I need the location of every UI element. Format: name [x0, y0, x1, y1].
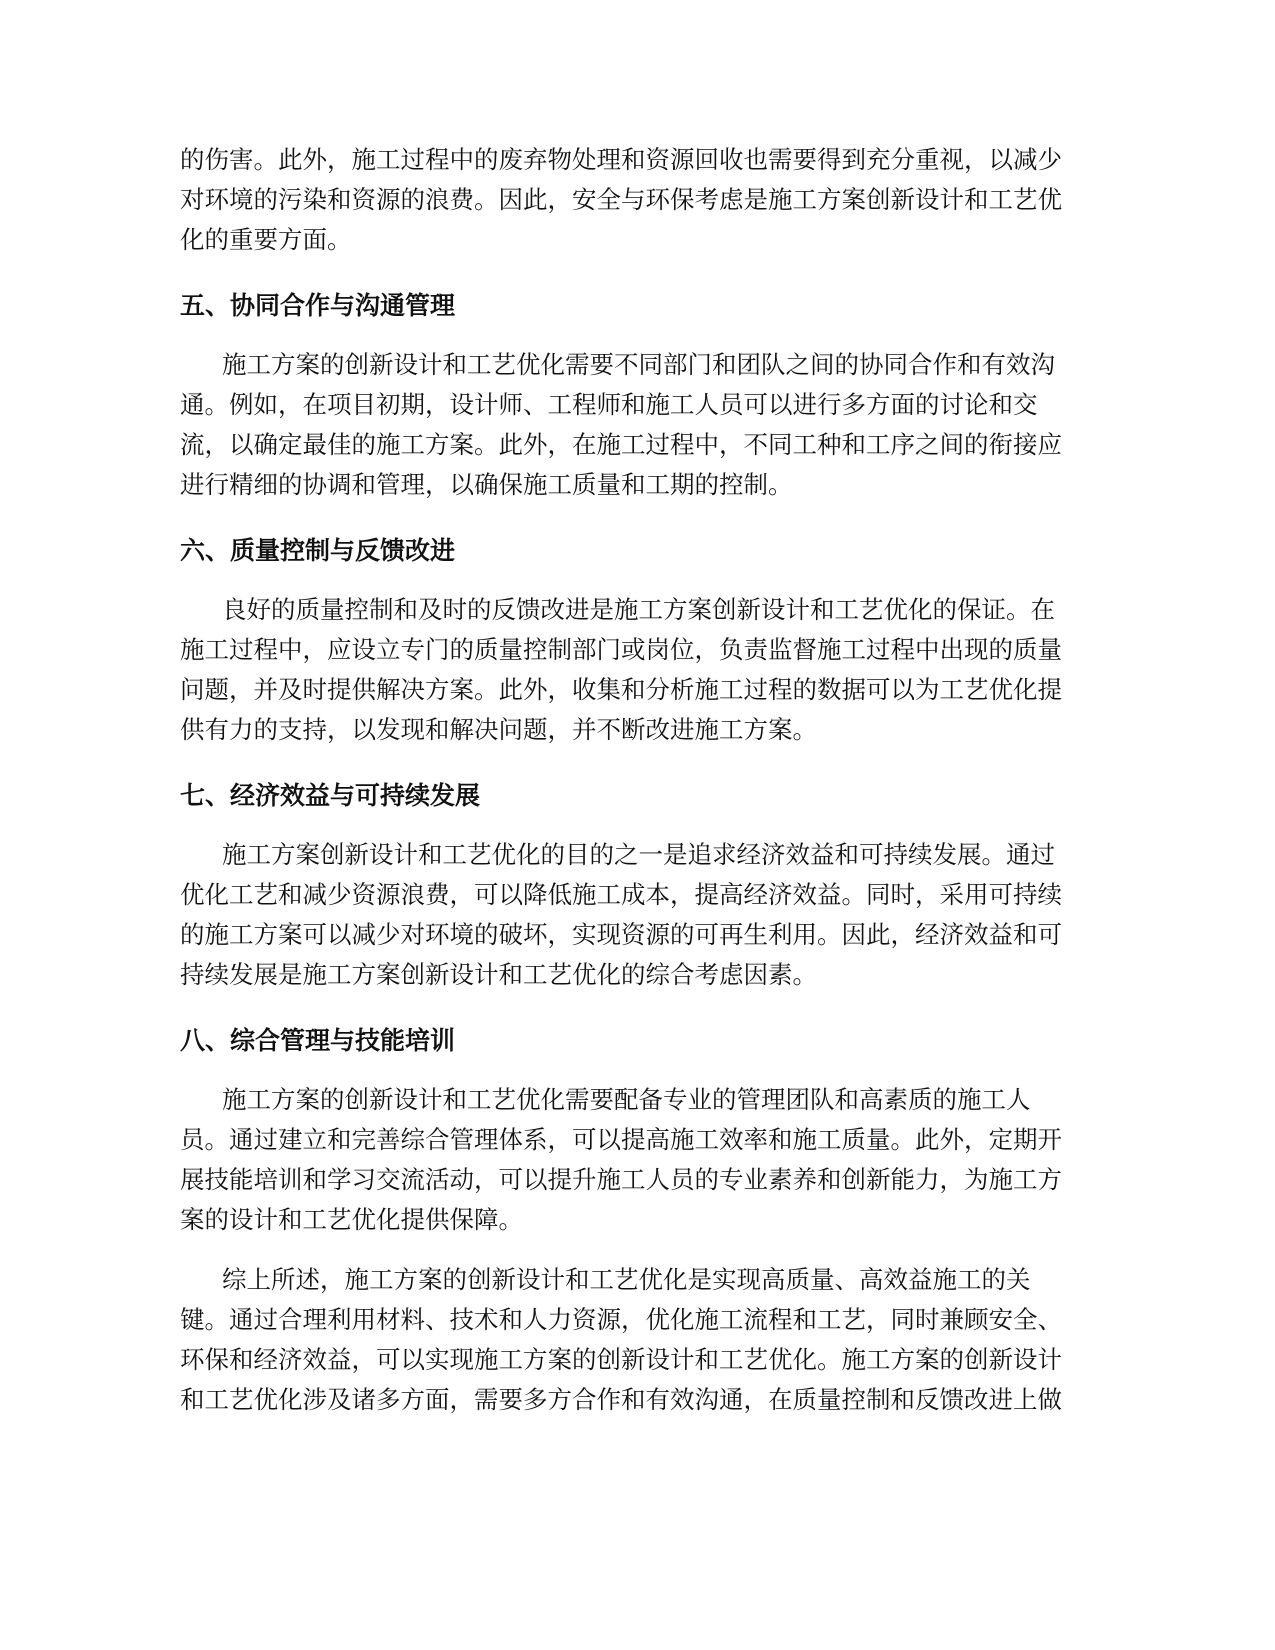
paragraph-line: 优化工艺和减少资源浪费，可以降低施工成本，提高经济效益。同时，采用可持续 [180, 880, 1062, 909]
section-heading-5: 五、协同合作与沟通管理 [180, 291, 456, 320]
paragraph-line: 供有力的支持，以发现和解决问题，并不断改进施工方案。 [180, 715, 817, 744]
paragraph-line: 良好的质量控制和及时的反馈改进是施工方案创新设计和工艺优化的保证。在 [222, 595, 1055, 624]
paragraph-line: 施工方案的创新设计和工艺优化需要配备专业的管理团队和高素质的施工人 [222, 1085, 1031, 1114]
conclusion-paragraph [180, 1260, 1062, 1420]
paragraph-line: 持续发展是施工方案创新设计和工艺优化的综合考虑因素。 [180, 960, 817, 989]
section-heading-6: 六、质量控制与反馈改进 [180, 536, 456, 565]
paragraph-line: 的施工方案可以减少对环境的破坏，实现资源的可再生利用。因此，经济效益和可 [180, 920, 1062, 949]
paragraph-line: 案的设计和工艺优化提供保障。 [180, 1205, 523, 1234]
paragraph-line: 的伤害。此外，施工过程中的废弃物处理和资源回收也需要得到充分重视，以减少 [180, 145, 1062, 174]
paragraph-line: 进行精细的协调和管理，以确保施工质量和工期的控制。 [180, 470, 793, 499]
paragraph-line: 综上所述，施工方案的创新设计和工艺优化是实现高质量、高效益施工的关 [222, 1265, 1031, 1294]
paragraph-line: 施工方案的创新设计和工艺优化需要不同部门和团队之间的协同合作和有效沟 [222, 350, 1055, 379]
document-page [180, 140, 1062, 1420]
section-paragraph-5 [180, 345, 1062, 505]
paragraph-line: 流，以确定最佳的施工方案。此外，在施工过程中，不同工种和工序之间的衔接应 [180, 430, 1062, 459]
paragraph-line: 和工艺优化涉及诸多方面，需要多方合作和有效沟通，在质量控制和反馈改进上做 [180, 1385, 1062, 1414]
paragraph-line: 员。通过建立和完善综合管理体系，可以提高施工效率和施工质量。此外，定期开 [180, 1125, 1062, 1154]
paragraph-line: 施工过程中，应设立专门的质量控制部门或岗位，负责监督施工过程中出现的质量 [180, 635, 1062, 664]
paragraph-line: 化的重要方面。 [180, 225, 352, 254]
paragraph-line: 键。通过合理利用材料、技术和人力资源，优化施工流程和工艺，同时兼顾安全、 [180, 1305, 1062, 1334]
section-paragraph-8 [180, 1080, 1062, 1240]
section-heading-8: 八、综合管理与技能培训 [180, 1026, 456, 1055]
section-heading-7: 七、经济效益与可持续发展 [180, 781, 481, 810]
section-paragraph-7 [180, 835, 1062, 995]
paragraph-line: 展技能培训和学习交流活动，可以提升施工人员的专业素养和创新能力，为施工方 [180, 1165, 1062, 1194]
paragraph-line: 施工方案创新设计和工艺优化的目的之一是追求经济效益和可持续发展。通过 [222, 840, 1055, 869]
paragraph-line: 环保和经济效益，可以实现施工方案的创新设计和工艺优化。施工方案的创新设计 [180, 1345, 1062, 1374]
intro-paragraph [180, 140, 1062, 260]
paragraph-line: 通。例如，在项目初期，设计师、工程师和施工人员可以进行多方面的讨论和交 [180, 390, 1038, 419]
paragraph-line: 问题，并及时提供解决方案。此外，收集和分析施工过程的数据可以为工艺优化提 [180, 675, 1062, 704]
section-paragraph-6 [180, 590, 1062, 750]
paragraph-line: 对环境的污染和资源的浪费。因此，安全与环保考虑是施工方案创新设计和工艺优 [180, 185, 1062, 214]
